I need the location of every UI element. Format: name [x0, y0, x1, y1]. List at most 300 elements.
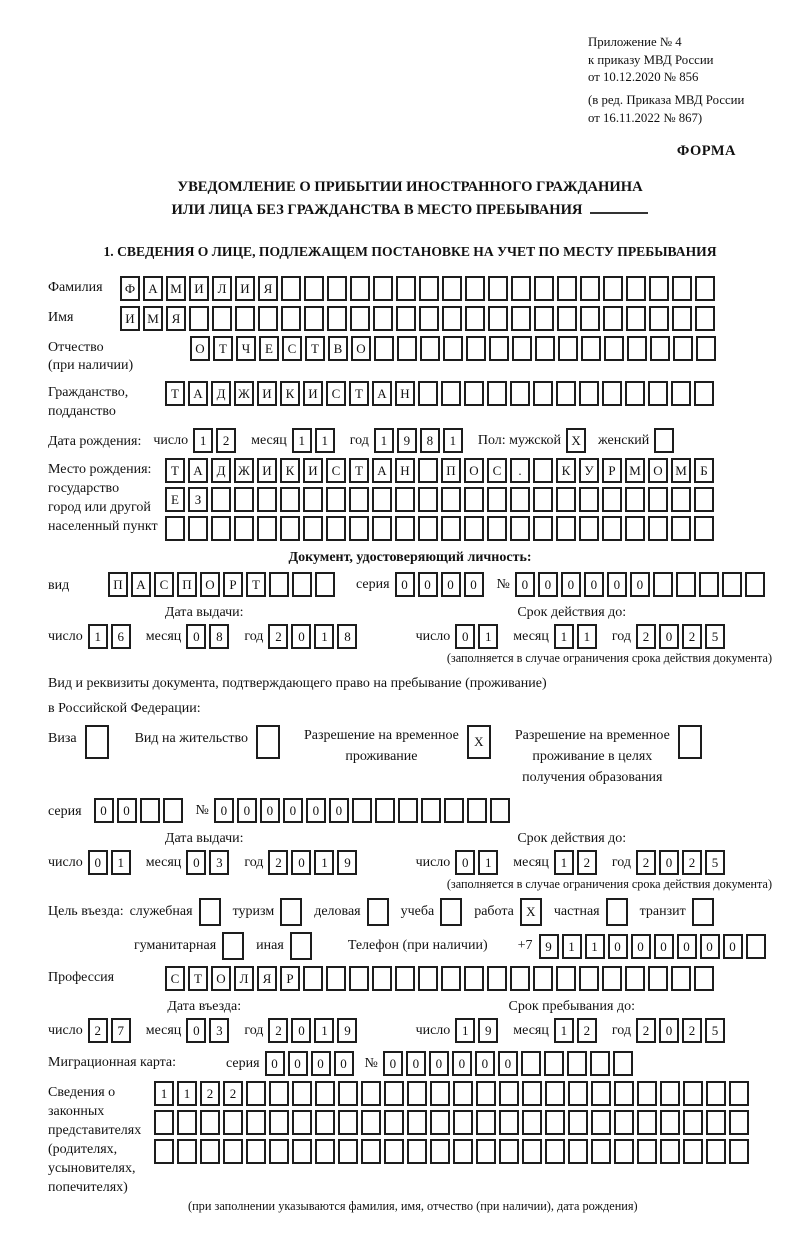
- patronymic-cells: [190, 336, 719, 361]
- char-cell: [568, 1110, 588, 1135]
- char-cell: [625, 487, 645, 512]
- phone-cells: [539, 934, 769, 959]
- char-cell: 2: [682, 850, 702, 875]
- char-cell: 7: [111, 1018, 131, 1043]
- char-cell: [568, 1081, 588, 1106]
- char-cell: 0: [429, 1051, 449, 1076]
- char-cell: [591, 1110, 611, 1135]
- vid-label: вид: [48, 578, 70, 594]
- char-cell: 5: [705, 850, 725, 875]
- char-cell: [671, 381, 691, 406]
- char-cell: [487, 381, 507, 406]
- birth-date-row: [48, 428, 772, 453]
- char-cell: [533, 516, 553, 541]
- permit-seriya-cells: [94, 798, 186, 823]
- issue-day-cells: [88, 624, 134, 649]
- profession-label: Профессия: [48, 970, 115, 986]
- char-cell: 0: [306, 798, 326, 823]
- char-cell: [326, 516, 346, 541]
- char-cell: 1: [554, 850, 574, 875]
- char-cell: [372, 516, 392, 541]
- seriya-label: серия: [48, 804, 82, 820]
- legal-reps-cells: [154, 1081, 752, 1168]
- char-cell: [512, 336, 532, 361]
- issue-header: Дата выдачи:: [164, 605, 244, 621]
- char-cell: [649, 276, 669, 301]
- char-cell: [165, 516, 185, 541]
- char-cell: [453, 1081, 473, 1106]
- char-cell: [464, 487, 484, 512]
- char-cell: [602, 966, 622, 991]
- char-cell: М: [671, 458, 691, 483]
- char-cell: [660, 1139, 680, 1164]
- char-cell: [625, 966, 645, 991]
- valid-day-cells: [455, 624, 501, 649]
- char-cell: [603, 306, 623, 331]
- name-cells: [120, 306, 718, 331]
- stay-day-cells: [455, 1018, 501, 1043]
- char-cell: [650, 336, 670, 361]
- char-cell: [683, 1110, 703, 1135]
- regulation-line: от 16.11.2022 № 867): [588, 110, 703, 125]
- char-cell: [579, 487, 599, 512]
- char-cell: 2: [88, 1018, 108, 1043]
- char-cell: [488, 276, 508, 301]
- char-cell: [521, 1051, 541, 1076]
- char-cell: [488, 306, 508, 331]
- char-cell: И: [303, 458, 323, 483]
- birth-place-row2: [165, 487, 717, 512]
- char-cell: 1: [88, 624, 108, 649]
- residence-permit-checkbox: [256, 725, 280, 759]
- char-cell: Ж: [234, 458, 254, 483]
- legal-reps-label: Сведения о законных представителях (родителях, усыновителях, попечителях): [48, 1085, 142, 1195]
- profession-cells: [165, 966, 717, 991]
- char-cell: [604, 336, 624, 361]
- char-cell: 0: [584, 572, 604, 597]
- char-cell: О: [351, 336, 371, 361]
- char-cell: 9: [539, 934, 559, 959]
- char-cell: [327, 276, 347, 301]
- char-cell: [490, 798, 510, 823]
- char-cell: 0: [723, 934, 743, 959]
- regulation-line: Приложение № 4: [588, 35, 682, 49]
- char-cell: [235, 306, 255, 331]
- profession-row: [48, 966, 772, 991]
- char-cell: Т: [165, 458, 185, 483]
- birth-place-cells: [165, 458, 717, 545]
- char-cell: [625, 381, 645, 406]
- char-cell: 0: [418, 572, 438, 597]
- temp-residence-education-checkbox: [678, 725, 702, 759]
- char-cell: [269, 572, 289, 597]
- char-cell: Ф: [120, 276, 140, 301]
- birth-place-row3: [165, 516, 717, 541]
- char-cell: 0: [311, 1051, 331, 1076]
- char-cell: [304, 276, 324, 301]
- char-cell: 1: [292, 428, 312, 453]
- char-cell: [430, 1110, 450, 1135]
- char-cell: [177, 1139, 197, 1164]
- char-cell: [418, 381, 438, 406]
- char-cell: [648, 487, 668, 512]
- char-cell: [627, 336, 647, 361]
- char-cell: 1: [314, 850, 334, 875]
- char-cell: [464, 381, 484, 406]
- migration-card-label: Миграционная карта:: [48, 1055, 177, 1071]
- char-cell: [499, 1139, 519, 1164]
- char-cell: 2: [682, 1018, 702, 1043]
- char-cell: [384, 1081, 404, 1106]
- migration-nomer-cells: [383, 1051, 636, 1076]
- char-cell: [602, 381, 622, 406]
- valid-year-cells: [636, 624, 728, 649]
- char-cell: [257, 487, 277, 512]
- char-cell: [510, 487, 530, 512]
- female-checkbox: [654, 428, 674, 453]
- char-cell: [579, 966, 599, 991]
- char-cell: [396, 306, 416, 331]
- char-cell: 0: [659, 1018, 679, 1043]
- residence-options-row: [48, 725, 772, 788]
- char-cell: 6: [111, 624, 131, 649]
- char-cell: 1: [443, 428, 463, 453]
- char-cell: 1: [154, 1081, 174, 1106]
- char-cell: А: [188, 381, 208, 406]
- char-cell: [558, 336, 578, 361]
- char-cell: [420, 336, 440, 361]
- char-cell: И: [235, 276, 255, 301]
- nomer-label: №: [195, 802, 209, 818]
- char-cell: [579, 381, 599, 406]
- char-cell: [673, 336, 693, 361]
- char-cell: [533, 458, 553, 483]
- char-cell: 0: [659, 850, 679, 875]
- char-cell: [603, 276, 623, 301]
- char-cell: [568, 1139, 588, 1164]
- month-label: месяц: [513, 1022, 549, 1038]
- birth-date-label: Дата рождения:: [48, 434, 142, 450]
- nomer-label: №: [364, 1055, 378, 1071]
- char-cell: [303, 516, 323, 541]
- entry-date-group: Дата въезда: число 2 7 месяц 0 3 год 2 0 1 9: [48, 999, 360, 1043]
- char-cell: Я: [166, 306, 186, 331]
- char-cell: Д: [211, 458, 231, 483]
- char-cell: Н: [395, 381, 415, 406]
- day-label: число: [153, 432, 189, 448]
- char-cell: [729, 1139, 749, 1164]
- char-cell: [154, 1110, 174, 1135]
- char-cell: [430, 1081, 450, 1106]
- char-cell: А: [131, 572, 151, 597]
- char-cell: 0: [631, 934, 651, 959]
- char-cell: [361, 1081, 381, 1106]
- char-cell: [695, 306, 715, 331]
- char-cell: 0: [329, 798, 349, 823]
- char-cell: [140, 798, 160, 823]
- char-cell: [418, 458, 438, 483]
- char-cell: [419, 276, 439, 301]
- char-cell: [653, 572, 673, 597]
- char-cell: 0: [288, 1051, 308, 1076]
- char-cell: [292, 1081, 312, 1106]
- char-cell: [154, 1139, 174, 1164]
- char-cell: [212, 306, 232, 331]
- char-cell: [430, 1139, 450, 1164]
- char-cell: [326, 966, 346, 991]
- char-cell: [695, 276, 715, 301]
- char-cell: 0: [334, 1051, 354, 1076]
- char-cell: [292, 1110, 312, 1135]
- char-cell: 0: [607, 572, 627, 597]
- permit-dates: [48, 831, 772, 875]
- char-cell: 9: [337, 850, 357, 875]
- char-cell: [545, 1139, 565, 1164]
- purpose-business-checkbox: [199, 898, 221, 926]
- char-cell: 2: [577, 1018, 597, 1043]
- char-cell: [338, 1110, 358, 1135]
- residence-doc-line1: Вид и реквизиты документа, подтверждающего право на пребывание (проживание): [48, 676, 547, 692]
- char-cell: 8: [209, 624, 229, 649]
- char-cell: [303, 487, 323, 512]
- char-cell: 2: [682, 624, 702, 649]
- char-cell: [315, 1139, 335, 1164]
- char-cell: [671, 487, 691, 512]
- char-cell: [557, 276, 577, 301]
- patronymic-row: [48, 336, 772, 377]
- char-cell: О: [464, 458, 484, 483]
- char-cell: [257, 516, 277, 541]
- month-label: месяц: [145, 1022, 182, 1038]
- char-cell: [544, 1051, 564, 1076]
- permit-nomer-cells: [214, 798, 513, 823]
- char-cell: [672, 306, 692, 331]
- char-cell: 0: [88, 850, 108, 875]
- char-cell: [626, 276, 646, 301]
- char-cell: Р: [223, 572, 243, 597]
- char-cell: Я: [258, 276, 278, 301]
- char-cell: [246, 1110, 266, 1135]
- char-cell: [398, 798, 418, 823]
- char-cell: Р: [280, 966, 300, 991]
- char-cell: [510, 966, 530, 991]
- char-cell: [648, 516, 668, 541]
- char-cell: [397, 336, 417, 361]
- char-cell: [511, 306, 531, 331]
- char-cell: [223, 1139, 243, 1164]
- char-cell: И: [303, 381, 323, 406]
- char-cell: [487, 487, 507, 512]
- char-cell: [591, 1139, 611, 1164]
- char-cell: [660, 1081, 680, 1106]
- char-cell: [189, 306, 209, 331]
- char-cell: 0: [515, 572, 535, 597]
- char-cell: 1: [585, 934, 605, 959]
- char-cell: [648, 966, 668, 991]
- char-cell: [614, 1139, 634, 1164]
- char-cell: Р: [602, 458, 622, 483]
- char-cell: [246, 1081, 266, 1106]
- char-cell: [234, 516, 254, 541]
- birth-day-cells: [193, 428, 239, 453]
- char-cell: [567, 1051, 587, 1076]
- char-cell: 0: [94, 798, 114, 823]
- char-cell: [441, 487, 461, 512]
- char-cell: [280, 487, 300, 512]
- char-cell: [580, 306, 600, 331]
- char-cell: [556, 487, 576, 512]
- char-cell: [683, 1139, 703, 1164]
- char-cell: Т: [349, 381, 369, 406]
- char-cell: [326, 487, 346, 512]
- char-cell: [614, 1110, 634, 1135]
- sex-female-label: женский: [598, 432, 650, 448]
- validity-note: (заполняется в случае ограничения срока действия документа): [446, 651, 772, 666]
- char-cell: [465, 306, 485, 331]
- purpose-other-checkbox: [290, 932, 312, 960]
- permit-valid-year-cells: [636, 850, 728, 875]
- purpose-row: Цель въезда: служебная туризм деловая учеба работа X частная транзит: [48, 898, 772, 926]
- char-cell: [476, 1081, 496, 1106]
- char-cell: [487, 516, 507, 541]
- char-cell: [467, 798, 487, 823]
- migration-card-row: [48, 1051, 772, 1076]
- char-cell: 0: [498, 1051, 518, 1076]
- form-title: [48, 176, 772, 221]
- char-cell: [349, 516, 369, 541]
- char-cell: И: [120, 306, 140, 331]
- permit-series-row: [48, 798, 772, 823]
- char-cell: 1: [314, 624, 334, 649]
- char-cell: О: [200, 572, 220, 597]
- char-cell: [303, 966, 323, 991]
- char-cell: [694, 516, 714, 541]
- char-cell: 0: [214, 798, 234, 823]
- issue-month-cells: [186, 624, 232, 649]
- char-cell: 0: [455, 850, 475, 875]
- regulation-line: (в ред. Приказа МВД России: [588, 92, 745, 107]
- day-label: число: [415, 854, 451, 870]
- char-cell: У: [579, 458, 599, 483]
- char-cell: .: [510, 458, 530, 483]
- char-cell: [533, 487, 553, 512]
- legal-reps-row1: [154, 1081, 752, 1106]
- char-cell: [269, 1139, 289, 1164]
- permit-issue-day-cells: [88, 850, 134, 875]
- day-label: число: [48, 1022, 83, 1038]
- char-cell: [476, 1110, 496, 1135]
- char-cell: 0: [117, 798, 137, 823]
- visa-checkbox: [85, 725, 109, 759]
- char-cell: [545, 1110, 565, 1135]
- seriya-label: серия: [356, 576, 390, 592]
- char-cell: 0: [260, 798, 280, 823]
- char-cell: [281, 276, 301, 301]
- char-cell: [637, 1081, 657, 1106]
- char-cell: 0: [654, 934, 674, 959]
- char-cell: 0: [659, 624, 679, 649]
- char-cell: [418, 516, 438, 541]
- char-cell: 0: [186, 624, 206, 649]
- char-cell: 2: [636, 624, 656, 649]
- char-cell: 0: [237, 798, 257, 823]
- birth-year-cells: [374, 428, 466, 453]
- temp-residence-checkbox: X: [467, 725, 491, 759]
- char-cell: [637, 1110, 657, 1135]
- char-cell: [338, 1081, 358, 1106]
- char-cell: 9: [478, 1018, 498, 1043]
- char-cell: Ж: [234, 381, 254, 406]
- char-cell: [464, 966, 484, 991]
- char-cell: С: [165, 966, 185, 991]
- char-cell: [163, 798, 183, 823]
- char-cell: 1: [177, 1081, 197, 1106]
- char-cell: [625, 516, 645, 541]
- year-label: год: [244, 628, 264, 644]
- char-cell: [292, 572, 312, 597]
- char-cell: [671, 966, 691, 991]
- surname-cells: [120, 276, 718, 301]
- char-cell: [374, 336, 394, 361]
- legal-reps-note: (при заполнении указываются фамилия, имя, отчество (при наличии), дата рождения): [188, 1199, 638, 1214]
- char-cell: М: [143, 306, 163, 331]
- char-cell: Е: [165, 487, 185, 512]
- char-cell: 0: [395, 572, 415, 597]
- char-cell: [648, 381, 668, 406]
- char-cell: О: [648, 458, 668, 483]
- char-cell: [419, 306, 439, 331]
- permit-valid-group: Срок действия до: число 0 1 месяц 1 2 год 2 0 2 5: [416, 831, 728, 875]
- char-cell: [706, 1081, 726, 1106]
- char-cell: [441, 516, 461, 541]
- char-cell: 0: [291, 1018, 311, 1043]
- char-cell: [315, 1110, 335, 1135]
- char-cell: [556, 381, 576, 406]
- char-cell: 2: [268, 1018, 288, 1043]
- nomer-label: №: [496, 576, 510, 592]
- char-cell: [407, 1139, 427, 1164]
- char-cell: [729, 1081, 749, 1106]
- entry-year-cells: [268, 1018, 360, 1043]
- char-cell: [465, 276, 485, 301]
- char-cell: 3: [209, 850, 229, 875]
- char-cell: 2: [636, 850, 656, 875]
- char-cell: [361, 1139, 381, 1164]
- char-cell: [534, 276, 554, 301]
- char-cell: 2: [223, 1081, 243, 1106]
- char-cell: Л: [234, 966, 254, 991]
- char-cell: [352, 798, 372, 823]
- temp-residence-option: Разрешение на временное проживание X: [304, 725, 491, 767]
- char-cell: [557, 306, 577, 331]
- purpose-transit-checkbox: [692, 898, 714, 926]
- month-label: месяц: [145, 854, 182, 870]
- blank-underline: [590, 200, 648, 214]
- citizenship-row: [48, 381, 772, 422]
- doc-valid-group: [416, 605, 728, 649]
- char-cell: [375, 798, 395, 823]
- char-cell: [672, 276, 692, 301]
- char-cell: 2: [216, 428, 236, 453]
- char-cell: [614, 1081, 634, 1106]
- char-cell: [499, 1110, 519, 1135]
- purpose-label: Цель въезда:: [48, 904, 124, 920]
- char-cell: [602, 516, 622, 541]
- char-cell: [535, 336, 555, 361]
- char-cell: [373, 306, 393, 331]
- char-cell: [579, 516, 599, 541]
- char-cell: [269, 1110, 289, 1135]
